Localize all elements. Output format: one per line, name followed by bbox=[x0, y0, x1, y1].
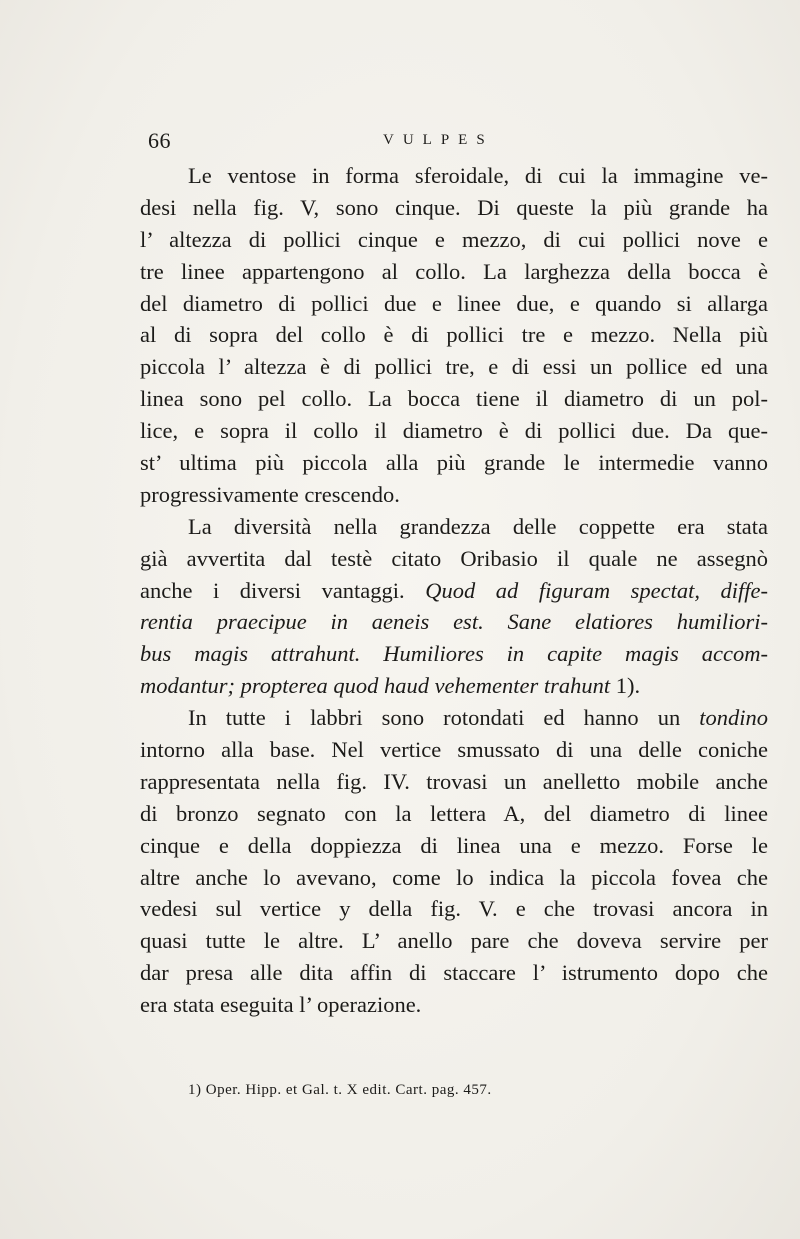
text-line: dar presa alle dita affin di staccare l’ istrumento dopo che bbox=[140, 960, 768, 986]
footnote-ref: 1). bbox=[615, 673, 641, 699]
text-line: Le ventose in forma sferoidale, di cui la immagine ve- bbox=[188, 163, 768, 188]
text-line: l’ altezza di pollici cinque e mezzo, di cui pollici nove e bbox=[140, 226, 768, 252]
text-line: rappresentata nella fig. IV. trovasi un anelletto mobile anche bbox=[140, 768, 768, 794]
text-line: lice, e sopra il collo il diametro è di pollici due. Da que- bbox=[140, 418, 768, 444]
text-line: vedesi sul vertice y della fig. V. e che trovasi ancora in bbox=[140, 896, 768, 922]
text-span: anche i diversi vantaggi. bbox=[140, 577, 405, 603]
footnote: 1) Oper. Hipp. et Gal. t. X edit. Cart. pag. 457. bbox=[188, 1082, 492, 1098]
text-line: tre linee appartengono al collo. La larghezza della bocca è bbox=[140, 258, 768, 284]
paragraph-3 bbox=[140, 702, 768, 1021]
latin-quote: rentia praecipue in aeneis est. Sane elatiores humiliori- bbox=[140, 609, 768, 635]
text-line: La diversità nella grandezza delle coppette era stata bbox=[188, 513, 768, 539]
latin-quote: Quod ad figuram spectat, diffe- bbox=[425, 577, 768, 603]
text-line: linea sono pel collo. La bocca tiene il diametro di un pol- bbox=[140, 386, 768, 412]
text-line bbox=[140, 606, 768, 638]
latin-quote: bus magis attrahunt. Humiliores in capite magis accom- bbox=[140, 641, 768, 667]
page-number: 66 bbox=[148, 128, 171, 153]
text-line: intorno alla base. Nel vertice smussato di una delle coniche bbox=[140, 737, 768, 763]
italic-term: tondino bbox=[699, 705, 768, 731]
text-line: progressivamente crescendo. bbox=[140, 481, 400, 507]
paragraph-1 bbox=[140, 160, 768, 511]
page-header bbox=[148, 128, 768, 158]
latin-quote: modantur; propterea quod haud vehementer trahunt bbox=[140, 673, 611, 699]
text-line: al di sopra del collo è di pollici tre e mezzo. Nella più bbox=[140, 322, 768, 348]
running-head: VULPES bbox=[383, 132, 494, 148]
text-span: In tutte i labbri sono rotondati ed hanno un bbox=[188, 705, 681, 731]
text-line: cinque e della doppiezza di linea una e mezzo. Forse le bbox=[140, 832, 768, 858]
text-line: desi nella fig. V, sono cinque. Di queste la più grande ha bbox=[140, 194, 768, 220]
text-line: era stata eseguita l’ operazione. bbox=[140, 992, 422, 1018]
text-line: già avvertita dal testè citato Oribasio il quale ne assegnò bbox=[140, 545, 768, 571]
text-line bbox=[140, 575, 768, 607]
text-line: di bronzo segnato con la lettera A, del diametro di linee bbox=[140, 800, 768, 826]
body-text bbox=[140, 160, 768, 1021]
paragraph-2 bbox=[140, 511, 768, 702]
text-line bbox=[140, 638, 768, 670]
text-line: quasi tutte le altre. L’ anello pare che doveva servire per bbox=[140, 928, 768, 954]
text-line bbox=[140, 702, 768, 734]
text-line: st’ ultima più piccola alla più grande le intermedie vanno bbox=[140, 450, 768, 476]
text-line: piccola l’ altezza è di pollici tre, e di essi un pollice ed una bbox=[140, 354, 768, 380]
text-line: altre anche lo avevano, come lo indica la piccola fovea che bbox=[140, 864, 768, 890]
text-line: del diametro di pollici due e linee due, e quando si allarga bbox=[140, 290, 768, 316]
text-line bbox=[140, 670, 768, 702]
